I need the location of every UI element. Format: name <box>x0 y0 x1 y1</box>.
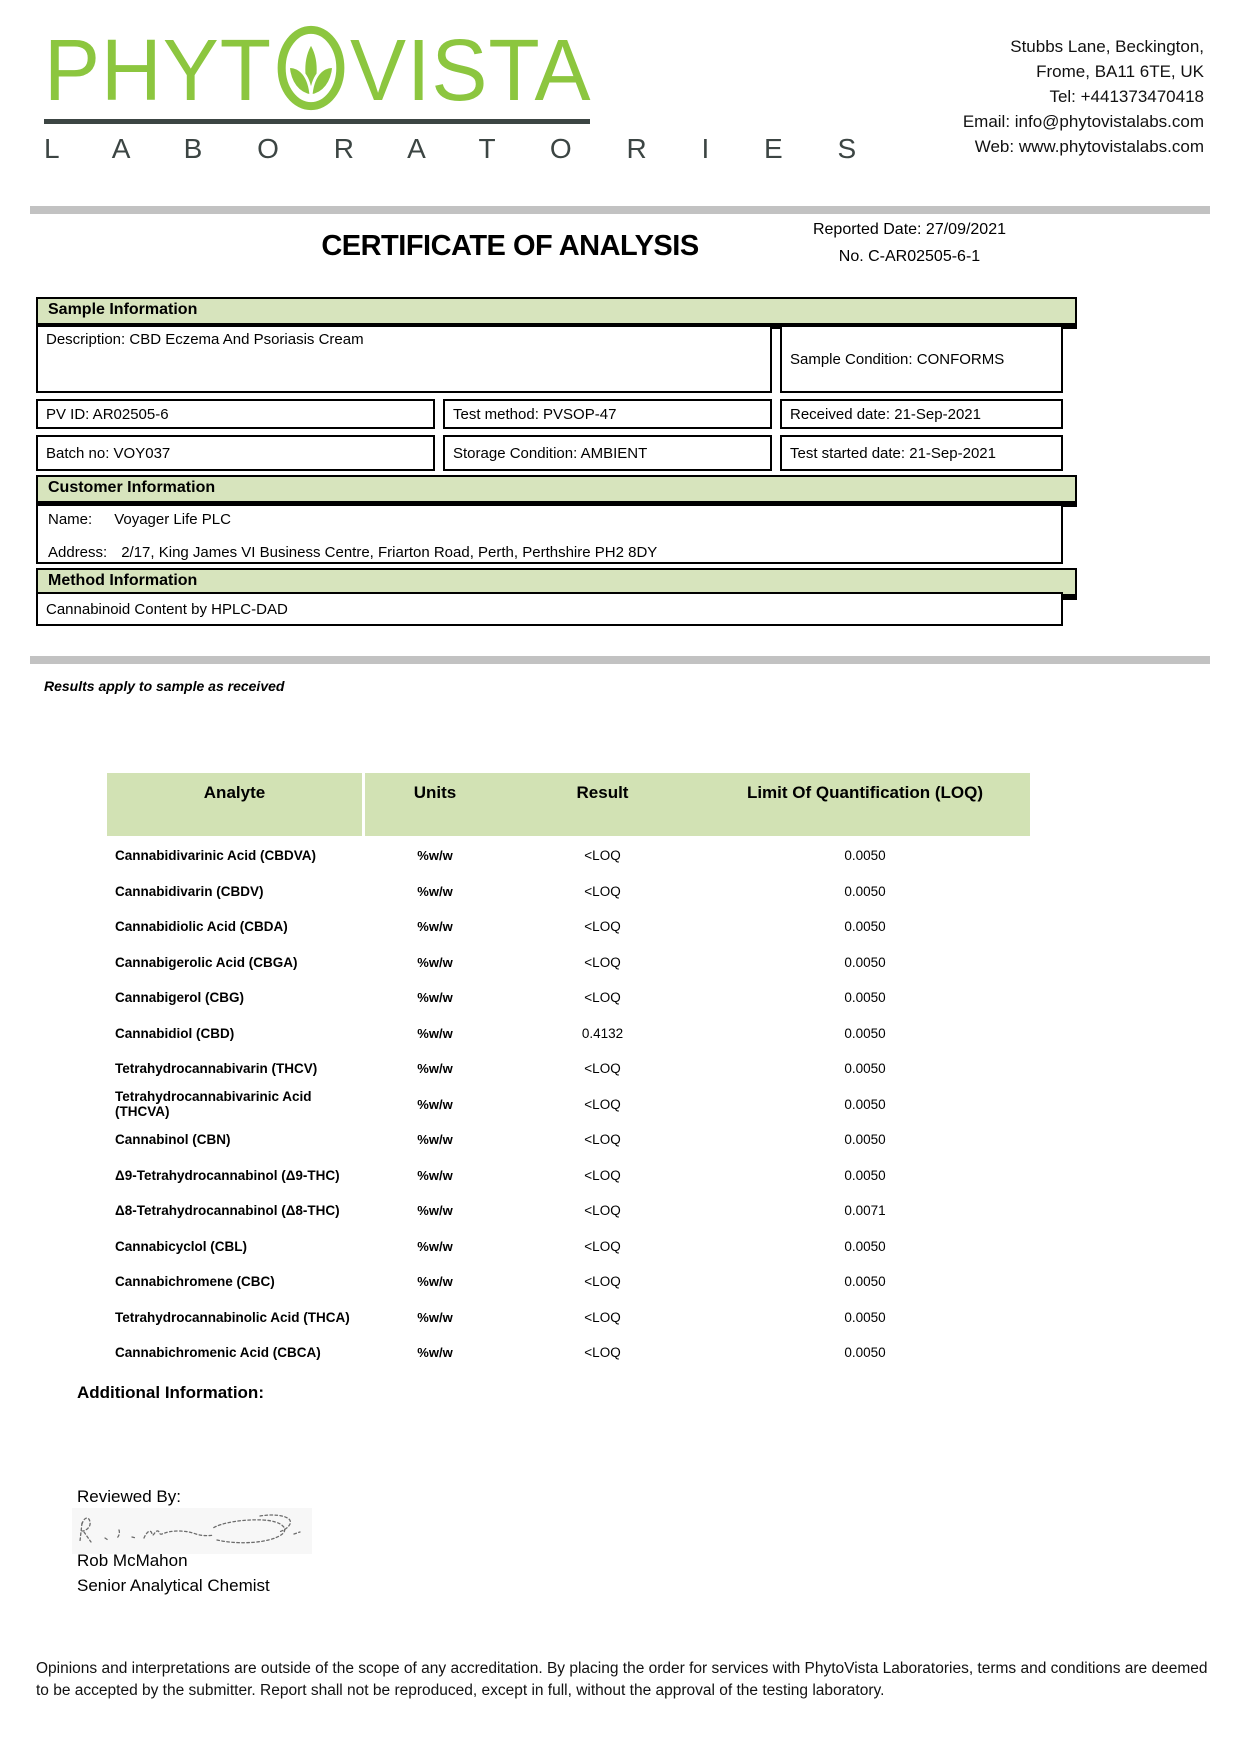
units-cell: %w/w <box>417 990 453 1006</box>
result-cell: <LOQ <box>584 1274 621 1290</box>
customer-address-label: Address: <box>48 544 108 561</box>
header-units: Units <box>413 783 457 802</box>
results-table-row <box>107 1229 1030 1265</box>
analyte-cell: Cannabidivarin (CBDV) <box>115 883 264 899</box>
units-cell: %w/w <box>417 954 453 970</box>
reported-date: Reported Date: 27/09/2021 <box>812 221 1006 238</box>
divider-bar-middle <box>30 656 1210 664</box>
contact-address-line1: Stubbs Lane, Beckington, <box>1010 37 1204 56</box>
loq-cell: 0.0050 <box>844 1025 886 1041</box>
analyte-cell: Cannabidiol (CBD) <box>115 1025 235 1041</box>
analyte-cell: Δ8-Tetrahydrocannabinol (Δ8-THC) <box>115 1203 340 1219</box>
results-table <box>107 773 1030 1371</box>
result-cell: <LOQ <box>584 1061 621 1077</box>
results-table-body <box>107 838 1030 1371</box>
results-table-header <box>107 773 1030 836</box>
analyte-cell: Cannabinol (CBN) <box>115 1132 231 1148</box>
customer-address-line <box>48 544 657 561</box>
reviewer-title: Senior Analytical Chemist <box>77 1576 270 1595</box>
units-cell: %w/w <box>417 1025 453 1041</box>
header-analyte: Analyte <box>107 773 365 836</box>
loq-cell: 0.0050 <box>844 1345 886 1361</box>
logo-wordmark <box>44 20 880 119</box>
report-number: No. C-AR02505-6-1 <box>838 248 981 265</box>
units-cell: %w/w <box>417 883 453 899</box>
analyte-cell: Tetrahydrocannabinolic Acid (THCA) <box>115 1309 350 1325</box>
loq-cell: 0.0050 <box>844 1238 886 1254</box>
result-cell: <LOQ <box>584 1132 621 1148</box>
sample-condition-cell: Sample Condition: CONFORMS <box>780 325 1063 393</box>
loq-cell: 0.0050 <box>844 1167 886 1183</box>
result-cell: <LOQ <box>584 1238 621 1254</box>
divider-bar-top <box>30 206 1210 214</box>
units-cell: %w/w <box>417 1274 453 1290</box>
pv-id-cell: PV ID: AR02505-6 <box>36 399 435 429</box>
customer-information-header: Customer Information <box>36 475 1077 507</box>
contact-web: Web: www.phytovistalabs.com <box>974 137 1204 156</box>
customer-info-cell <box>36 504 1063 564</box>
analyte-cell: Cannabicyclol (CBL) <box>115 1238 248 1254</box>
analyte-cell: Tetrahydrocannabivarinic Acid (THCVA) <box>115 1089 312 1120</box>
analyte-cell: Cannabidiolic Acid (CBDA) <box>115 919 288 935</box>
batch-no-cell: Batch no: VOY037 <box>36 435 435 471</box>
results-table-row <box>107 1087 1030 1123</box>
loq-cell: 0.0050 <box>844 1096 886 1112</box>
results-table-row <box>107 1051 1030 1087</box>
results-note: Results apply to sample as received <box>44 678 285 694</box>
header-loq: Limit Of Quantification (LOQ) <box>746 783 984 802</box>
logo-underline <box>44 119 590 124</box>
units-cell: %w/w <box>417 1132 453 1148</box>
leaf-logo-icon <box>274 24 348 112</box>
customer-name-label: Name: <box>48 511 93 528</box>
contact-address-line2: Frome, BA11 6TE, UK <box>1036 62 1204 81</box>
units-cell: %w/w <box>417 1061 453 1077</box>
phytovista-logo <box>44 20 880 165</box>
result-cell: <LOQ <box>584 1096 621 1112</box>
result-cell: <LOQ <box>584 1309 621 1325</box>
footer-disclaimer: Opinions and interpretations are outside of the scope of any accreditation. By placing the order for services with PhytoVista Laboratories, terms and conditions are deemed to be accepted by the submitter. Report shall not be reproduced, except in full, without the approval of the testing laboratory. <box>36 1660 1208 1699</box>
method-information-header: Method Information <box>36 568 1077 600</box>
results-table-row <box>107 1264 1030 1300</box>
sample-description-cell: Description: CBD Eczema And Psoriasis Cream <box>36 325 772 393</box>
logo-text-left: PHYT <box>44 20 273 119</box>
units-cell: %w/w <box>417 1203 453 1219</box>
result-cell: <LOQ <box>584 1345 621 1361</box>
loq-cell: 0.0071 <box>844 1203 886 1219</box>
reviewed-by-label: Reviewed By: <box>77 1487 181 1506</box>
additional-information-label: Additional Information: <box>77 1383 264 1402</box>
loq-cell: 0.0050 <box>844 883 886 899</box>
result-cell: <LOQ <box>584 1203 621 1219</box>
storage-condition-cell: Storage Condition: AMBIENT <box>443 435 772 471</box>
units-cell: %w/w <box>417 1167 453 1183</box>
results-table-row <box>107 1016 1030 1052</box>
loq-cell: 0.0050 <box>844 919 886 935</box>
test-started-date-cell: Test started date: 21-Sep-2021 <box>780 435 1063 471</box>
analyte-cell: Cannabigerolic Acid (CBGA) <box>115 954 298 970</box>
analyte-cell: Tetrahydrocannabivarin (THCV) <box>115 1061 318 1077</box>
results-table-row <box>107 1158 1030 1194</box>
results-table-row <box>107 980 1030 1016</box>
report-meta <box>813 216 1006 270</box>
results-table-row <box>107 838 1030 874</box>
units-cell: %w/w <box>417 1096 453 1112</box>
header-result: Result <box>576 783 629 802</box>
loq-cell: 0.0050 <box>844 1132 886 1148</box>
analyte-cell: Cannabidivarinic Acid (CBDVA) <box>115 848 317 864</box>
units-cell: %w/w <box>417 1309 453 1325</box>
units-cell: %w/w <box>417 1238 453 1254</box>
logo-text-right: VISTA <box>350 20 592 119</box>
results-table-row <box>107 1300 1030 1336</box>
loq-cell: 0.0050 <box>844 848 886 864</box>
loq-cell: 0.0050 <box>844 1309 886 1325</box>
results-table-row <box>107 1335 1030 1371</box>
result-cell: <LOQ <box>584 883 621 899</box>
customer-name-value: Voyager Life PLC <box>114 511 231 528</box>
results-table-row <box>107 874 1030 910</box>
result-cell: <LOQ <box>584 848 621 864</box>
certificate-title: CERTIFICATE OF ANALYSIS <box>321 230 699 262</box>
contact-tel: Tel: +441373470418 <box>1049 87 1204 106</box>
customer-name-line <box>48 511 231 528</box>
analyte-cell: Cannabigerol (CBG) <box>115 990 245 1006</box>
results-table-row <box>107 1193 1030 1229</box>
result-cell: <LOQ <box>584 919 621 935</box>
analyte-cell: Cannabichromene (CBC) <box>115 1274 275 1290</box>
customer-address-value: 2/17, King James VI Business Centre, Friarton Road, Perth, Perthshire PH2 8DY <box>121 544 658 561</box>
test-method-cell: Test method: PVSOP-47 <box>443 399 772 429</box>
analyte-cell: Δ9-Tetrahydrocannabinol (Δ9-THC) <box>115 1167 340 1183</box>
method-cell: Cannabinoid Content by HPLC-DAD <box>36 592 1063 626</box>
loq-cell: 0.0050 <box>844 990 886 1006</box>
contact-email: Email: info@phytovistalabs.com <box>962 112 1204 131</box>
received-date-cell: Received date: 21-Sep-2021 <box>780 399 1063 429</box>
analyte-cell: Cannabichromenic Acid (CBCA) <box>115 1345 321 1361</box>
loq-cell: 0.0050 <box>844 1274 886 1290</box>
result-cell: <LOQ <box>584 990 621 1006</box>
result-cell: 0.4132 <box>581 1025 624 1041</box>
result-cell: <LOQ <box>584 954 621 970</box>
loq-cell: 0.0050 <box>844 954 886 970</box>
logo-subtitle: L A B O R A T O R I E S <box>44 133 880 164</box>
lab-contact-block <box>963 34 1204 159</box>
units-cell: %w/w <box>417 848 453 864</box>
signature-image <box>72 1508 312 1554</box>
loq-cell: 0.0050 <box>844 1061 886 1077</box>
result-cell: <LOQ <box>584 1167 621 1183</box>
reviewer-name: Rob McMahon <box>77 1551 188 1570</box>
results-table-row <box>107 909 1030 945</box>
results-table-row <box>107 1122 1030 1158</box>
units-cell: %w/w <box>417 919 453 935</box>
results-table-row <box>107 945 1030 981</box>
units-cell: %w/w <box>417 1345 453 1361</box>
sample-information-header: Sample Information <box>36 297 1077 329</box>
